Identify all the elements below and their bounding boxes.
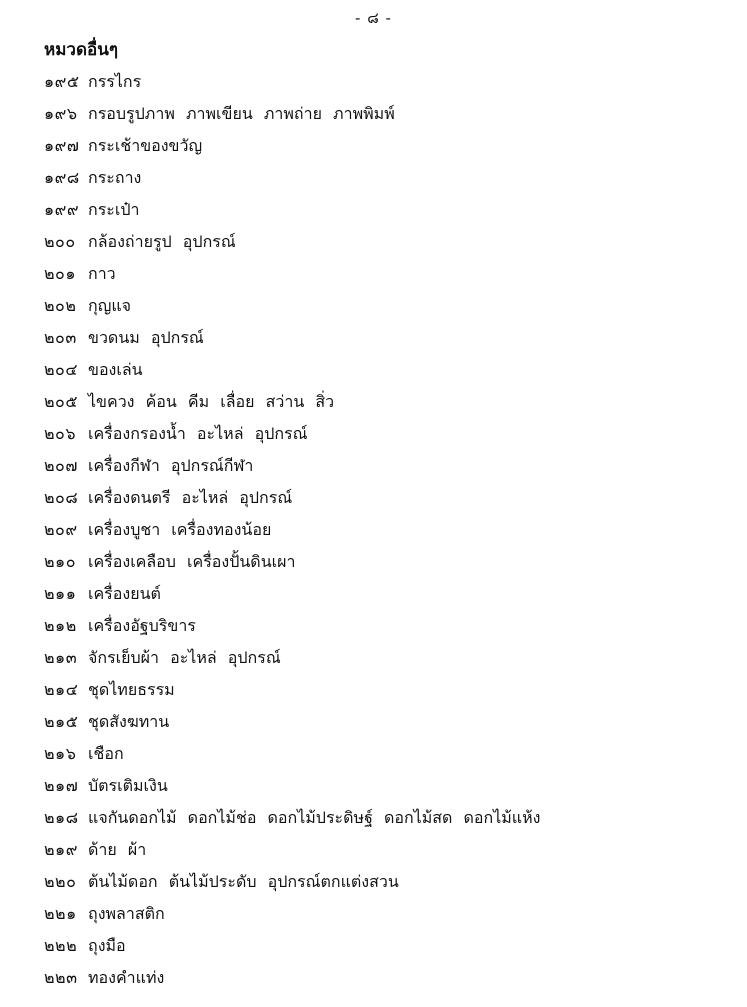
list-item <box>0 610 747 642</box>
list-item <box>0 130 747 162</box>
item-text: ขวดนม อุปกรณ์ <box>88 328 204 347</box>
item-number: ๒๐๙ <box>44 520 78 539</box>
item-number: ๒๒๒ <box>44 936 78 955</box>
item-number: ๒๒๓ <box>44 968 78 987</box>
list-item <box>0 930 747 962</box>
item-text: เครื่องอัฐบริขาร <box>88 616 196 635</box>
item-text: เครื่องกรองน้ำ อะไหล่ อุปกรณ์ <box>88 424 308 443</box>
item-text: เครื่องกีฬา อุปกรณ์กีฬา <box>88 456 254 475</box>
list-item <box>0 482 747 514</box>
item-number: ๒๐๑ <box>44 264 76 283</box>
item-number: ๒๑๖ <box>44 744 77 763</box>
item-text: เครื่องเคลือบ เครื่องปั้นดินเผา <box>88 552 296 571</box>
list-item <box>0 514 747 546</box>
item-number: ๒๑๙ <box>44 840 78 859</box>
item-number: ๒๑๕ <box>44 712 79 731</box>
item-text: เครื่องยนต์ <box>88 584 161 603</box>
item-number: ๑๙๘ <box>44 168 80 187</box>
item-text: จักรเย็บผ้า อะไหล่ อุปกรณ์ <box>88 648 281 667</box>
item-number: ๒๑๐ <box>44 552 76 571</box>
item-text: เครื่องบูชา เครื่องทองน้อย <box>88 520 272 539</box>
list-item <box>0 450 747 482</box>
section-title: หมวดอื่นๆ <box>44 40 118 60</box>
item-text: ถุงพลาสติก <box>88 904 165 923</box>
item-number: ๒๐๖ <box>44 424 76 443</box>
item-number: ๒๐๒ <box>44 296 77 315</box>
item-text: ชุดสังฆทาน <box>88 712 170 731</box>
item-text: ด้าย ผ้า <box>88 840 147 859</box>
item-number: ๒๑๑ <box>44 584 77 603</box>
list-item <box>0 706 747 738</box>
item-number: ๒๑๘ <box>44 808 79 827</box>
item-number: ๒๑๒ <box>44 616 77 635</box>
item-number: ๑๙๖ <box>44 104 78 123</box>
item-text: กรรไกร <box>88 72 142 91</box>
list-item <box>0 546 747 578</box>
item-number: ๒๐๓ <box>44 328 77 347</box>
list-item <box>0 98 747 130</box>
list-item <box>0 962 747 994</box>
item-text: ของเล่น <box>88 360 143 379</box>
item-text: ไขควง ค้อน คีม เลื่อย สว่าน สิ่ว <box>88 392 335 411</box>
item-number: ๒๐๕ <box>44 392 78 411</box>
list-item <box>0 418 747 450</box>
item-number: ๑๙๕ <box>44 72 80 91</box>
list-item <box>0 290 747 322</box>
list-item <box>0 258 747 290</box>
item-number: ๒๑๔ <box>44 680 79 699</box>
item-text: ชุดไทยธรรม <box>88 680 175 699</box>
item-number: ๒๐๗ <box>44 456 78 475</box>
item-text: บัตรเติมเงิน <box>88 776 168 795</box>
list-item <box>0 386 747 418</box>
item-text: กล้องถ่ายรูป อุปกรณ์ <box>88 232 236 251</box>
item-number: ๑๙๗ <box>44 136 80 155</box>
list-item <box>0 194 747 226</box>
list-item <box>0 354 747 386</box>
list-item <box>0 866 747 898</box>
item-number: ๒๑๗ <box>44 776 79 795</box>
item-text: กระเป๋า <box>88 200 140 219</box>
item-list <box>0 66 747 994</box>
list-item <box>0 834 747 866</box>
item-text: แจกันดอกไม้ ดอกไม้ช่อ ดอกไม้ประดิษฐ์ ดอกไม้สด ดอกไม้แห้ง <box>88 808 541 827</box>
list-item <box>0 738 747 770</box>
item-number: ๒๑๓ <box>44 648 78 667</box>
item-text: ทองคำแท่ง <box>88 968 165 987</box>
item-number: ๒๒๐ <box>44 872 77 891</box>
item-number: ๒๐๐ <box>44 232 76 251</box>
item-text: เครื่องดนตรี อะไหล่ อุปกรณ์ <box>88 488 293 507</box>
list-item <box>0 226 747 258</box>
list-item <box>0 674 747 706</box>
list-item <box>0 162 747 194</box>
item-text: กาว <box>88 264 116 283</box>
item-text: กระเช้าของขวัญ <box>88 136 203 155</box>
item-text: กระถาง <box>88 168 142 187</box>
item-text: กุญแจ <box>88 296 132 315</box>
list-item <box>0 578 747 610</box>
list-item <box>0 642 747 674</box>
item-number: ๒๐๘ <box>44 488 79 507</box>
list-item <box>0 322 747 354</box>
item-text: เชือก <box>88 744 124 763</box>
list-item <box>0 66 747 98</box>
list-item <box>0 770 747 802</box>
item-text: ถุงมือ <box>88 936 126 955</box>
item-number: ๒๒๑ <box>44 904 77 923</box>
item-text: ต้นไม้ดอก ต้นไม้ประดับ อุปกรณ์ตกแต่งสวน <box>88 872 399 891</box>
item-number: ๑๙๙ <box>44 200 80 219</box>
list-item <box>0 802 747 834</box>
list-item <box>0 898 747 930</box>
item-text: กรอบรูปภาพ ภาพเขียน ภาพถ่าย ภาพพิมพ์ <box>88 104 395 123</box>
item-number: ๒๐๔ <box>44 360 78 379</box>
page-number: - ๘ - <box>355 9 392 27</box>
